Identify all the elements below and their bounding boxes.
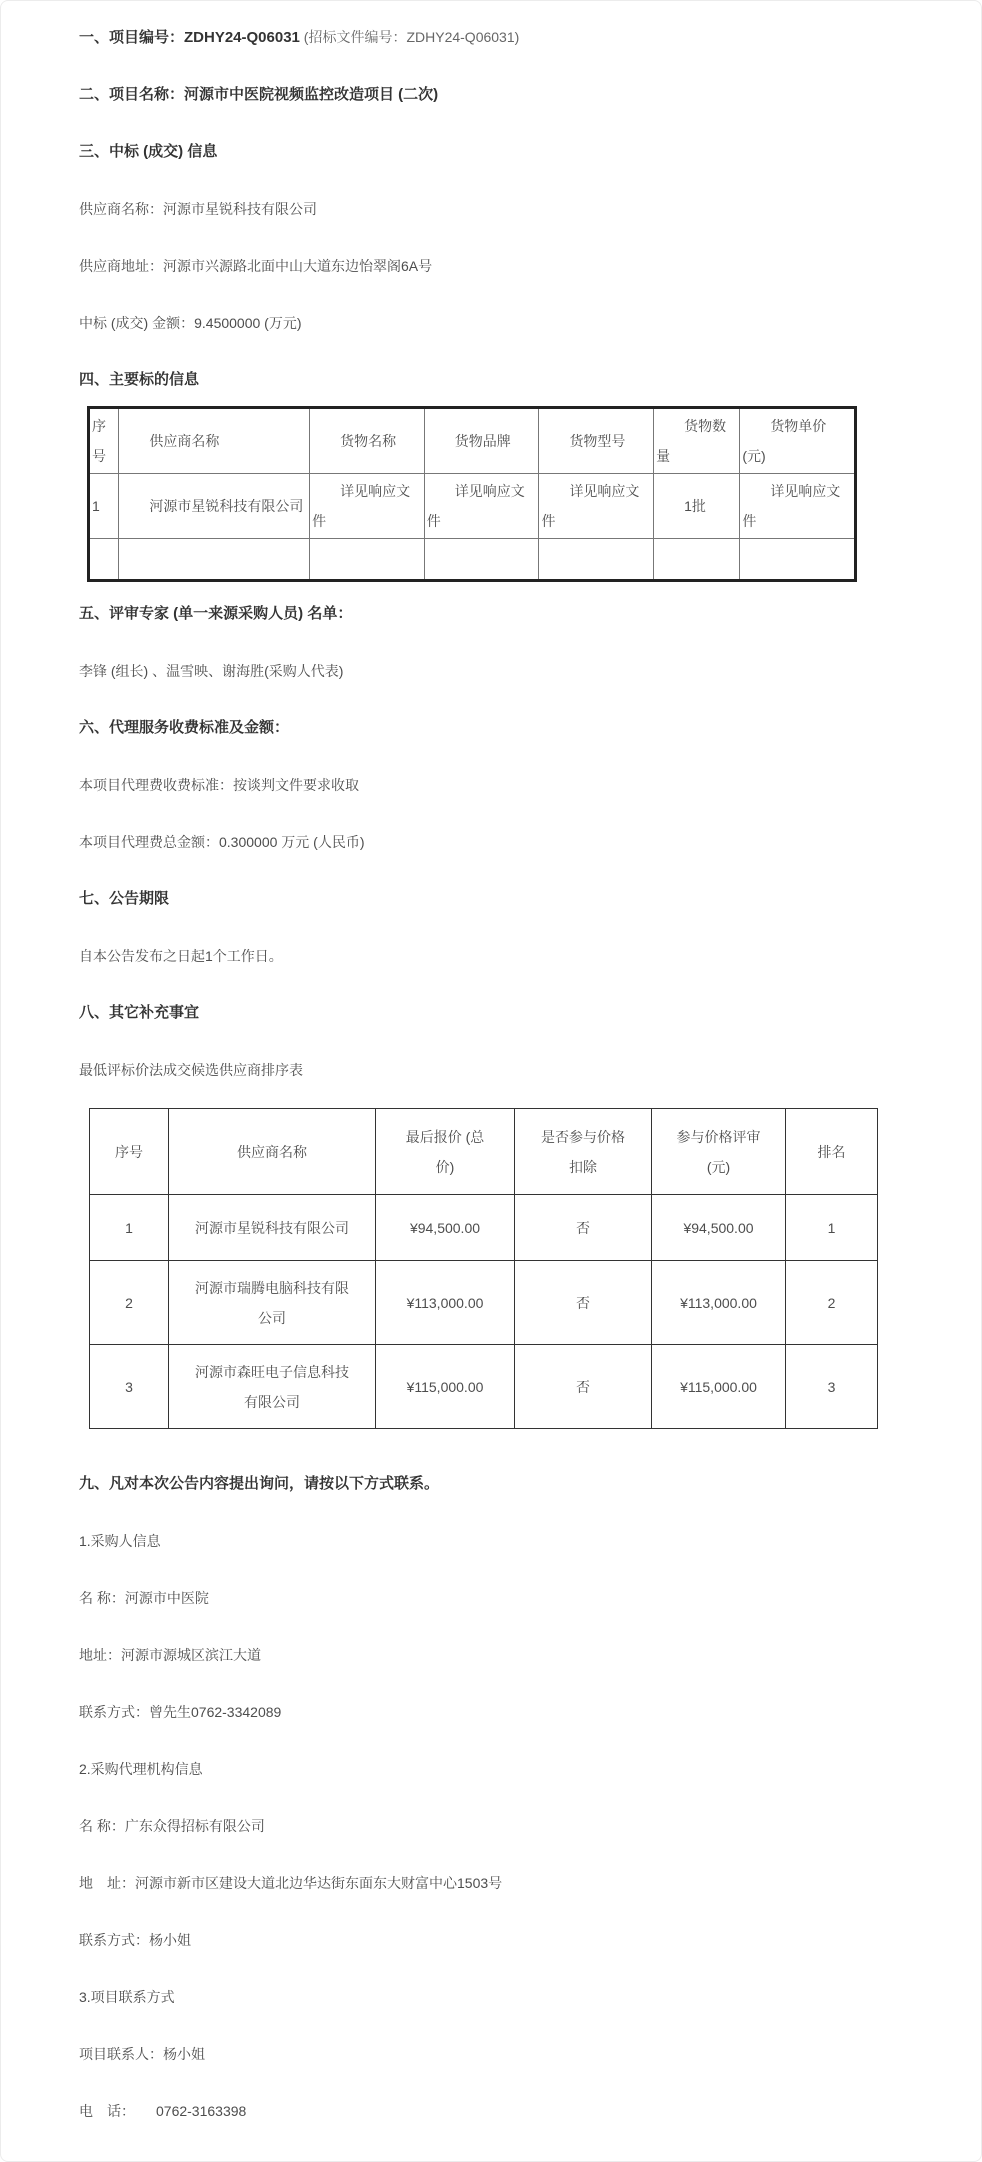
cell-goods-model: 详见响应文件	[539, 474, 654, 539]
ranking-table-row	[90, 1261, 878, 1345]
cell-price-review: ¥94,500.00	[652, 1195, 786, 1261]
cell-rank-supplier: 河源市星锐科技有限公司	[169, 1195, 376, 1261]
cell-goods-brand: 详见响应文件	[424, 474, 539, 539]
cell-goods-qty: 1批	[654, 474, 740, 539]
col-goods-qty: 货物数量	[654, 408, 740, 474]
cell-price-review: ¥115,000.00	[652, 1345, 786, 1429]
col-goods-brand: 货物品牌	[424, 408, 539, 474]
col-goods-unit-price: 货物单价 (元)	[740, 408, 856, 474]
main-subject-table-row	[89, 474, 856, 539]
cell-price-review: ¥113,000.00	[652, 1261, 786, 1345]
buyer-info-heading: 1.采购人信息	[79, 1533, 161, 1549]
project-number-text: 一、项目编号：ZDHY24-Q06031	[79, 29, 300, 46]
cell-price-deduction: 否	[515, 1195, 652, 1261]
col-goods-model: 货物型号	[539, 408, 654, 474]
cell-final-offer: ¥94,500.00	[376, 1195, 515, 1261]
agent-name-line: 名 称：广东众得招标有限公司	[79, 1818, 265, 1834]
cell-rank-seq: 3	[90, 1345, 169, 1429]
empty-cell	[740, 539, 856, 581]
agent-contact-line: 联系方式：杨小姐	[79, 1932, 191, 1948]
ranking-table-row	[90, 1345, 878, 1429]
cell-final-offer: ¥115,000.00	[376, 1345, 515, 1429]
supplier-address-line: 供应商地址：河源市兴源路北面中山大道东边怡翠阁6A号	[79, 258, 433, 274]
agency-fee-total-line: 本项目代理费总金额：0.300000 万元 (人民币)	[79, 834, 365, 850]
main-subject-table	[87, 406, 857, 582]
empty-cell	[89, 539, 119, 581]
buyer-name-line: 名 称：河源市中医院	[79, 1590, 209, 1606]
supplier-name-line: 供应商名称：河源市星锐科技有限公司	[79, 201, 317, 217]
sec-2-project-name: 二、项目名称：河源市中医院视频监控改造项目 (二次)	[79, 86, 439, 103]
ranking-table	[89, 1108, 878, 1429]
cell-rank-supplier: 河源市瑞腾电脑科技有限公司	[169, 1261, 376, 1345]
empty-cell	[539, 539, 654, 581]
col-price-review: 参与价格评审 (元)	[652, 1109, 786, 1195]
award-amount-line: 中标 (成交) 金额：9.4500000 (万元)	[79, 315, 302, 331]
agent-address-line: 地 址：河源市新市区建设大道北边华达街东面东大财富中心1503号	[79, 1875, 503, 1891]
empty-cell	[119, 539, 310, 581]
col-rank-seq: 序号	[90, 1109, 169, 1195]
cell-rank-seq: 1	[90, 1195, 169, 1261]
cell-supplier: 河源市星锐科技有限公司	[119, 474, 310, 539]
sec-5-experts-heading: 五、评审专家 (单一来源采购人员) 名单：	[79, 605, 353, 622]
sec-3-award-info-heading: 三、中标 (成交) 信息	[79, 143, 218, 160]
project-contact-person-line: 项目联系人：杨小姐	[79, 2046, 205, 2062]
project-phone-line: 电 话： 0762-3163398	[79, 2103, 247, 2119]
sec-4-subject-heading: 四、主要标的信息	[79, 371, 200, 388]
empty-cell	[310, 539, 425, 581]
cell-rank-supplier: 河源市森旺电子信息科技有限公司	[169, 1345, 376, 1429]
cell-rank: 2	[786, 1261, 878, 1345]
col-rank-supplier: 供应商名称	[169, 1109, 376, 1195]
tender-doc-number-note: (招标文件编号：ZDHY24-Q06031)	[299, 29, 520, 45]
sec-8-supplement-heading: 八、其它补充事宜	[79, 1004, 200, 1021]
main-subject-table-header-row	[89, 408, 856, 474]
empty-cell	[654, 539, 740, 581]
notice-period-line: 自本公告发布之日起1个工作日。	[79, 948, 283, 964]
sec-1-project-number	[79, 27, 897, 48]
cell-goods-name: 详见响应文件	[310, 474, 425, 539]
cell-rank: 1	[786, 1195, 878, 1261]
col-rank: 排名	[786, 1109, 878, 1195]
cell-price-deduction: 否	[515, 1345, 652, 1429]
cell-final-offer: ¥113,000.00	[376, 1261, 515, 1345]
cell-seq: 1	[89, 474, 119, 539]
col-supplier: 供应商名称	[119, 408, 310, 474]
col-final-offer: 最后报价 (总价)	[376, 1109, 515, 1195]
cell-price-deduction: 否	[515, 1261, 652, 1345]
col-seq: 序号	[89, 408, 119, 474]
ranking-table-caption: 最低评标价法成交候选供应商排序表	[79, 1062, 303, 1078]
cell-rank-seq: 2	[90, 1261, 169, 1345]
ranking-table-header-row	[90, 1109, 878, 1195]
sec-9-contact-heading: 九、凡对本次公告内容提出询问，请按以下方式联系。	[79, 1475, 440, 1492]
project-contact-heading: 3.项目联系方式	[79, 1989, 175, 2005]
main-subject-table-empty-row	[89, 539, 856, 581]
col-goods-name: 货物名称	[310, 408, 425, 474]
buyer-address-line: 地址：河源市源城区滨江大道	[79, 1647, 261, 1663]
agent-info-heading: 2.采购代理机构信息	[79, 1761, 203, 1777]
cell-goods-unit-price: 详见响应文件	[740, 474, 856, 539]
empty-cell	[424, 539, 539, 581]
sec-7-notice-period-heading: 七、公告期限	[79, 890, 170, 907]
sec-6-agency-fee-heading: 六、代理服务收费标准及金额：	[79, 719, 290, 736]
cell-rank: 3	[786, 1345, 878, 1429]
ranking-table-row	[90, 1195, 878, 1261]
col-price-deduction: 是否参与价格扣除	[515, 1109, 652, 1195]
buyer-contact-line: 联系方式：曾先生0762-3342089	[79, 1704, 282, 1720]
agency-fee-standard-line: 本项目代理费收费标准：按谈判文件要求收取	[79, 777, 359, 793]
experts-list-line: 李锋 (组长) 、温雪映、谢海胜(采购人代表)	[79, 663, 344, 679]
